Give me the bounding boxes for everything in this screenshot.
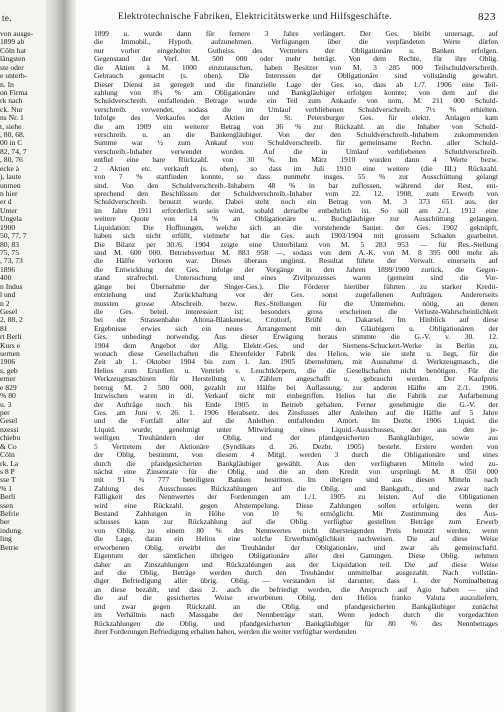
previous-page-line: Cöln	[0, 451, 15, 460]
previous-page-line: , 80, 68.	[0, 131, 25, 140]
previous-page-line: unmen	[0, 181, 21, 190]
previous-page-line: Betrie	[0, 543, 19, 552]
previous-page-line: indung	[0, 526, 22, 535]
text-line: zahlung von 8¼ % am Obligationäre und Bankgläubiger erfolgen konnte; von dem auf die	[94, 88, 498, 97]
text-line: Ergebnisse erwies sich ein neues Arrangement mit den Gläubigern u. Obligationären der	[94, 324, 498, 333]
text-line: die Immobil., Hypoth. aufzunehmen. Verfügungen über die verpfändeten Werte dürfen	[94, 38, 498, 47]
previous-page-line: s 8 P	[0, 467, 15, 476]
previous-page-line: Befrie	[0, 510, 19, 519]
text-line: bei der Strassenbahn Altona-Blankenese, Crottorf, Brühl u. Dakarsel. Im Hinblick auf diese	[94, 316, 498, 325]
text-line: sind. Von den Schuldverschreib.-Inhabern 48 % in bar zuflossen, während der Rest, ent-	[94, 181, 498, 190]
previous-page-line: 82, 74, 7	[0, 147, 27, 156]
text-line: 5 Vertretern der Aktionäre (Syndikats d. 26. Dezbr. 1905) besteht. Erstere werden von	[94, 442, 498, 451]
previous-page-line: 400	[0, 274, 12, 283]
text-line: mussten grosse Abschreib. bezw. Res.-Stellungen für die Unternehm. nötig, an denen	[94, 299, 498, 308]
previous-page-line: ), laute	[0, 173, 22, 182]
text-line: Fälligkeit des Nennwertes der Forderungen am 1./1. 1905 zu leisten. Auf die Obligationen	[94, 493, 498, 502]
text-line: verschreib. verwendet, sodass die im Umlauf verbliebenen Schuldverschreib. 7½ % erhielten.	[94, 105, 498, 114]
previous-page-line: % 1	[0, 484, 13, 493]
text-line: von Oblig. zu einem 80 % des Nennwertes nicht übersteigenden Preis benutzt werden, wenn	[94, 526, 498, 535]
previous-page-header: te.	[2, 13, 12, 23]
text-line: die Ges. beteil. interessiert ist; besonders gross erscheinen die Verluste-Wahrscheinlichkeit	[94, 307, 498, 316]
previous-page-line: u. 3	[0, 400, 12, 409]
text-line: Gegenstand der Verf. M. 500 000 oder mehr beträgt. Von dem Rechte, für ihre Oblig.	[94, 55, 498, 64]
book-gutter	[46, 0, 76, 712]
previous-page-line: er d	[0, 198, 12, 207]
text-line: Eigentum der sämtlichen übrigen Obligationäre aller drei Gattungen. Diese Oblig. nehmen	[94, 552, 498, 561]
text-line: haben sich nicht erfüllt, vielmehr hat die Ges. auch 1903/1904 mit grossem Schaden gearbeitet.	[94, 232, 498, 241]
text-line: gänge bei Übernahme der Singer-Ges.). Die Förderer hierüber führten zu starker Kredit-	[94, 282, 498, 291]
previous-page-line: Berli	[0, 493, 16, 502]
text-line: weiligen Treuhändern der Oblig. und der pfandgesicherten Bankgläubiger, sowie aus	[94, 434, 498, 443]
text-line: Bestand Zahlungen in Höhe von 10 % ermöglicht. Mit Zustimmung des Aus-	[94, 510, 498, 519]
previous-page-line: 1896	[0, 265, 16, 274]
text-line: und zwar gegen Rückzahl. an die Oblig. und pfandgesicherten Bankgläubiger zunächst	[94, 602, 498, 611]
current-page	[76, 0, 504, 712]
text-line: der Oblig. bestimmt, von diesem 4 Mitgl. werden 3 durch die Obligationäre und eines	[94, 451, 498, 460]
text-line: an diese bezahlt, und dass 2. auch die befriedigt werden, die Anspruch auf Agio haben — sind	[94, 585, 498, 594]
text-line: Dieser Dienst ist geregelt und die finanzielle Lage der Ges. so, dass ab 1./7. 1906 eine Teil-	[94, 80, 498, 89]
previous-page-line: 80, 83	[0, 240, 19, 249]
previous-page-line: % 80	[0, 392, 16, 401]
previous-page-line: ste oder	[0, 63, 24, 72]
text-line: 1904 dem Angebot der Allg. Elektr.-Ges. und der Siemens-Schuckert-Werke in Berlin zu,	[94, 341, 498, 350]
previous-page-line: rk. La	[0, 459, 19, 468]
text-line: im Verhältnis nach Massgabe der Nennbeträge statt. Wenn jedoch durch die vorgedachten	[94, 611, 498, 620]
running-head-title: Elektrotechnische Fabriken, Elektricitätswerke und Hilfsgeschäfte.	[118, 12, 393, 22]
previous-page-line: sse T	[0, 476, 16, 485]
text-line: daher an Zinszahlungen und Rückzahlungen aus der Liquidation teil. Die auf diese Weise	[94, 560, 498, 569]
text-line: Werkzeugmaschinen für Herstellung v. Zählern angeschafft u. gebraucht werden. Der Kaufpreis	[94, 375, 498, 384]
previous-page-line: ck. Nur	[0, 105, 23, 114]
text-line: wird eine Rückzahl. gegen Abstempelung. Diese Zahlungen sollen erfolgen, wenn der	[94, 501, 498, 510]
text-line: im Jahre 1911 erforderlich sein wird, sobald derselbe entbehrlich ist. So soll am 2./1. 1912 eine	[94, 206, 498, 215]
previous-page-line: on Firma	[0, 88, 28, 97]
previous-page-line: ssen	[0, 501, 14, 510]
text-line: erworbenen Oblig. erwirbt der Treuhänder der Obligationäre, und zwar als gemeinschaftl.	[94, 543, 498, 552]
previous-page-line: s, geb	[0, 366, 18, 375]
previous-page-line: ber	[0, 518, 10, 527]
previous-page-line: n 2	[0, 299, 10, 308]
text-line: Ges. am Juni v. 26. 1. 1906 Herabsetz. des Zinsfusses aller Anleihen auf die Hälfte auf 5 Jahre	[94, 408, 498, 417]
previous-page-line: chiebu	[0, 434, 21, 443]
previous-page-line: ling	[0, 535, 12, 544]
text-line: verschreib.-Inhaber verwendet worden. Auf die in Umlauf verbliebenen Schuldverschreib.	[94, 147, 498, 156]
text-line: 1899 u. wurde dann für fernere 3 Jahre verlängert. Der Ges. bleibt untersagt, auf	[94, 30, 498, 38]
text-line: die auf die gesichertes Weise erworbenen Oblig. den Helios franko Valuta auszuliefern,	[94, 594, 498, 603]
text-line: die Lage, daran ein Helios eine solche Erwerbsmöglichkeit nachweisen. Die auf diese Weise	[94, 535, 498, 544]
text-line: Liquidation: Die Hoffnungen, welche sich an die vorstehende Sanier. der Ges. 1902 geknüpft,	[94, 223, 498, 232]
text-line: der Aufträge noch bis Ende 1905 in Betrieb gehalten. Ferner genehmigte die G.-V. der	[94, 400, 498, 409]
previous-page-line: e 829	[0, 383, 17, 392]
text-line: die Hälfte verloren war. Dieses überaus ungünst. Resultat führte der Verwalt. einerseits auf	[94, 257, 498, 266]
text-line: schusses kann zur Rückzahlung auf die Oblig. verfügbar gestellten Beträge zum Erwerb	[94, 518, 498, 527]
previous-page-line: erner	[0, 375, 16, 384]
previous-page-line: t, siehe	[0, 122, 22, 131]
text-line: Infolge des Verkaufes der Aktien der St. Petersburger Ges. für elektr. Anlagen kam	[94, 114, 498, 123]
text-line: entziehung und Zurückhaltung vor der Ges. sonst zugefallenen Aufträgen. Andererseits	[94, 291, 498, 300]
previous-page-line: n. In	[0, 80, 14, 89]
previous-page-line: Gesel	[0, 417, 18, 426]
text-line: Die Bilanz per 30./6. 1904 zeigte eine Unterbilanz von M. 5 283 953 — für Res.-Stellung	[94, 240, 498, 249]
previous-page-line: ecke à	[0, 164, 20, 173]
previous-page-line: sernen	[0, 350, 20, 359]
text-line: sind M. 600 000. Betriebsverlust M. 883 958 —, sodass von dem A.-K. von M. 8 395 000 mehr als	[94, 248, 498, 257]
previous-page-line: , 73, 73	[0, 257, 23, 266]
running-head	[94, 12, 496, 26]
body-text	[94, 30, 498, 636]
previous-page-edge	[0, 0, 46, 712]
text-line: Zahlung des Ausschusses Rückzahlungen auf die Oblig. und Bankguth., und zwar nach	[94, 484, 498, 493]
previous-page-text	[0, 30, 46, 552]
text-line: Summe war ½ zum Ankauf von Schuldverschreib. für gemeinsame Rechn. aller Schuld-	[94, 139, 498, 148]
text-line: Ges. unbedingt notwendig. Aus dieser Erwägung heraus stimmte die G.-V. v. 30. 12.	[94, 333, 498, 342]
previous-page-line: ns Nr. 1	[0, 114, 24, 123]
text-line: die am 1909 ein weiterer Betrag von 36 % zur Rückzahl. an die Inhaber von Schuld-	[94, 122, 498, 131]
text-line: und die Fortfall aller auf die Anleihen entfallenden Amort. Im Dezbr. 1906 Liquid. die	[94, 417, 498, 426]
previous-page-line: l und	[0, 291, 16, 300]
text-line: Inzwischen waren in di. Verkauf nicht mit einbegriffen. Helios hat die Fabrik zur Aufarbeitung	[94, 392, 498, 401]
previous-page-line: Kurs e	[0, 341, 21, 350]
previous-page-line: per	[0, 408, 10, 417]
text-line: durch die pfandgesicherten Bankgläubiger gewählt. Aus den verfügbaren Mitteln wird zu-	[94, 459, 498, 468]
text-line: weitere Quote von 14 % an Obligationäre u. Buchgläubiger zur Ausschüttung gelangen.	[94, 215, 498, 224]
text-line: wonach diese Gesellschaften die Ehrenfelder Fabrik des Helios, wie sie steht u. liegt, für die	[94, 350, 498, 359]
text-line: sprechend den Beschlüssen der Schuldverschreib.-Inhaber vom 22. 12. 1908, zum Erwerb von	[94, 190, 498, 199]
previous-page-line: 81	[0, 324, 8, 333]
text-line: entfiel eine bare Rückzahl. von 30 %. Im März 1910 wurden dann 4 Werte bezw.	[94, 156, 498, 165]
text-line: ihrer Forderungen Befriedigung erhalten haben, werden die weiter verfügbar werdenden	[94, 627, 357, 636]
text-line: diger Befriedigung aller übrig. Oblig. — verstanden ist darunter, dass 1. der Nominalbetrag	[94, 577, 498, 586]
text-line: stand strafrechtl. Untersuchung und eines Zivilprozesses waren (gemeint sind die Vor-	[94, 274, 498, 283]
text-line: 2 Aktien etc. verkauft (s. oben), so dass im Juli 1910 eine weitere (die III.) Rückzahl.	[94, 164, 498, 173]
text-line: Rückzahlungen die Oblig. und pfandgesicherten Bankgläubiger für 80 % des Nennbetrages	[94, 619, 498, 628]
previous-page-line: 1899 ab	[0, 38, 25, 47]
text-line: Helios zum Erstellen u. Vertrieb v. Leuchtkörpern, die die Gesellschaften nicht benötigen. Für die	[94, 366, 498, 375]
previous-page-line: e unterb-	[0, 72, 28, 81]
previous-page-line: nzessi	[0, 425, 19, 434]
previous-page-line: n Indus	[0, 282, 23, 291]
previous-page-line: n hier	[0, 190, 18, 199]
page-number: 823	[478, 11, 496, 23]
previous-page-line: 00 in C	[0, 139, 23, 148]
text-line: verschreib. u. an die Bankengläubiger. Von der den Schuldverschreib.-Inhabern zukommenden	[94, 131, 498, 140]
text-line: auf die Oblig. Beträge werden durch den Treuhänder unmittelbar ausgezahlt. Nach vollstän-	[94, 569, 498, 577]
previous-page-line: 75, 75	[0, 248, 19, 257]
previous-page-line: Unter	[0, 206, 18, 215]
text-line: die Entwicklung der Ges. infolge der Vorgänge in den Jahren 1899/1900 zurück, die Gegen-	[94, 265, 498, 274]
previous-page-line: 50, 77, 7	[0, 232, 27, 241]
previous-page-line: , 80, 76	[0, 156, 23, 165]
previous-page-line: rk nach	[0, 97, 23, 106]
text-line: betrug M. 2 500 000, gezahlt zur Hälfte bei Auflassung, zur anderen Hälfte am 2./1. 1906.	[94, 383, 498, 392]
previous-page-line: rt Berli	[0, 333, 22, 342]
previous-page-line: & Co	[0, 442, 17, 451]
text-line: nur vorher eingeholter Gutheiss. des Vertreters der Obligationäre u. Banken erfolgen.	[94, 46, 498, 55]
previous-page-line: 2, 88, 2	[0, 316, 23, 325]
text-line: von 7 % stattfinden konnte, so dass nunmehr insges. 55 % zur Ausschüttung gelangt	[94, 173, 498, 182]
previous-page-line: 1906	[0, 358, 16, 367]
previous-page-line: von ausge-	[0, 30, 34, 38]
text-line: Schuldverschreib. benutzt wurde. Dabei steht noch ein Betrag von M. 3 373 651 aus, der	[94, 198, 498, 207]
previous-page-line: Gesel	[0, 307, 18, 316]
previous-page-line: 1900	[0, 223, 16, 232]
text-line: Liquid. wurde, genehmigt unter Mitwirkung eines Liquid.-Ausschusses, der aus den je-	[94, 425, 498, 434]
text-line: nächst eine Zinsenrate für die Oblig. und die an dem Kredit von ursprüngl. M. 8 050 000	[94, 467, 498, 476]
previous-page-line: Cöln hat	[0, 46, 26, 55]
text-line: Gebrauch gemacht (s. oben). Die Interessen der Obligationäre sind vollständig gewahrt.	[94, 72, 498, 81]
text-line: Schuldverschreib. entfallenden Betrage wurde ein Teil zum Ankaufe von nom. M. 211 000 Schuld-	[94, 97, 498, 106]
text-line: mit 91 ¾ 777 beteiligten Banken bestritten. Im übrigen sind aus diesen Mitteln nach	[94, 476, 498, 485]
text-line: die Aktien à M. 1000 einzutauschen, haben Besitzer von M. 3 285 000 Teilschuldverschreib.	[94, 63, 498, 72]
previous-page-line: Ungela	[0, 215, 22, 224]
previous-page-line: längsten	[0, 55, 26, 64]
text-line: Zeit ab 1. Oktober 1904 bis zum 1. Jan. 1905 übernehmen, mit Ausnahme d. Werkzeugmasch., die	[94, 358, 498, 367]
